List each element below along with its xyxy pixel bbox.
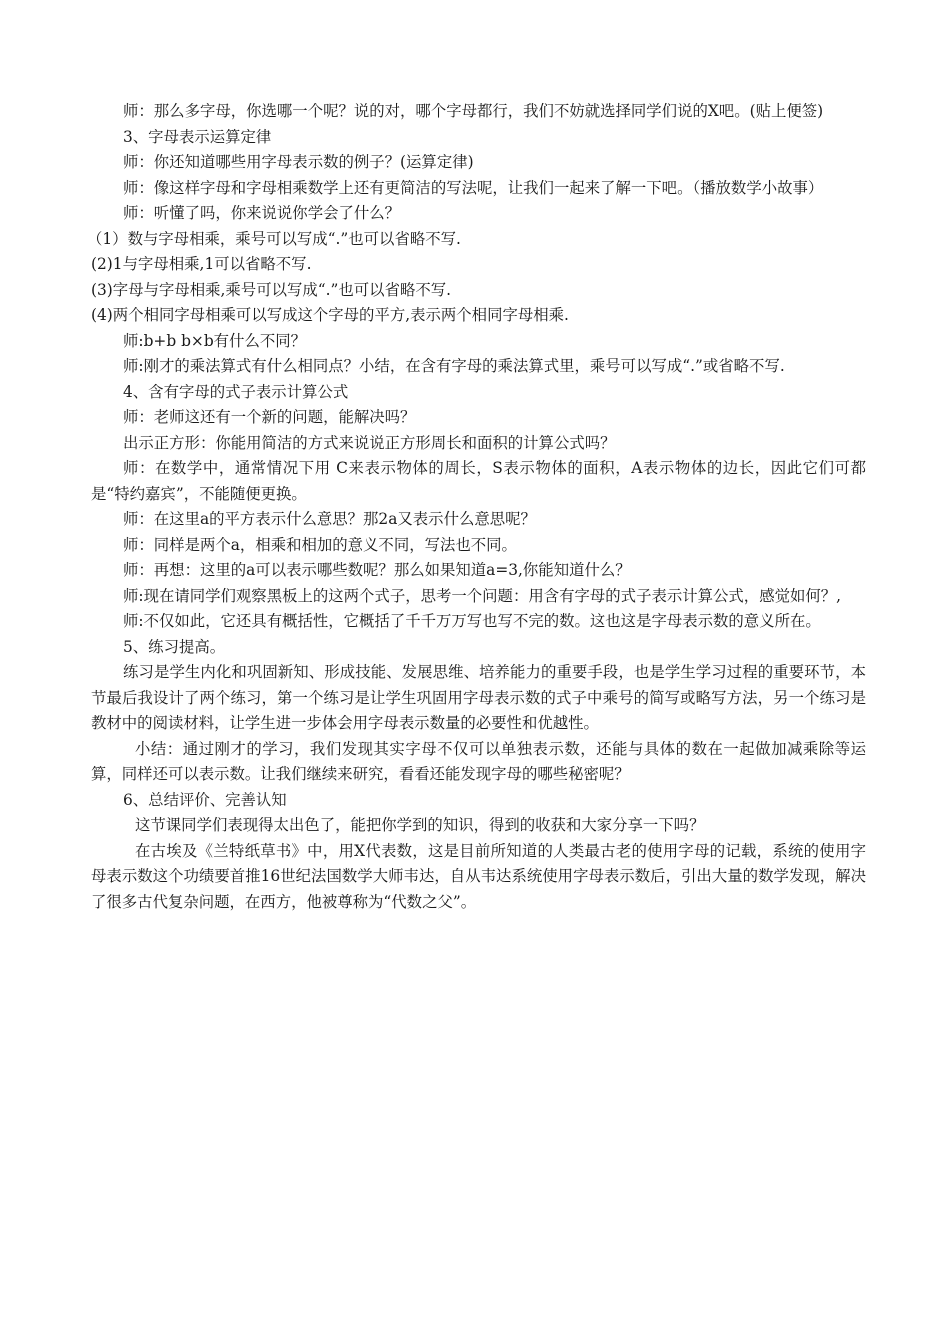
rule-item-2: (2)1与字母相乘,1可以省略不写. <box>91 255 312 273</box>
paragraph-history-vieta: 在古埃及《兰特纸草书》中，用X代表数，这是目前所知道的人类最古老的使用字母的记载，系统的使用字母表示数这个功绩要首推16世纪法国数学大师韦达，自从韦达系统使用字母表示数后，引出大量的数学发现，解决了很多古代复杂问题，在西方，他被尊称为“代数之父”。 <box>91 841 866 911</box>
heading-practice: 5、练习提高。 <box>123 637 226 656</box>
paragraph-teacher-simpler-notation: 师：像这样字母和字母相乘数学上还有更简洁的写法呢，让我们一起来了解一下吧。（播放数学小故事） <box>123 178 824 197</box>
paragraph-summary-multiplication: 师:刚才的乘法算式有什么相同点？小结，在含有字母的乘法算式里，乘号可以写成“.”或省略不写. <box>123 357 785 375</box>
paragraph-practice-description: 练习是学生内化和巩固新知、形成技能、发展思维、培养能力的重要手段，也是学生学习过程的重要环节，本节最后我设计了两个练习，第一个练习是让学生巩固用字母表示数的式子中乘号的简写或略写方法，另一个练习是教材中的阅读材料，让学生进一步体会用字母表示数量的必要性和优越性。 <box>91 663 866 732</box>
document-body <box>87 99 866 915</box>
paragraph-a-equals-3: 师：再想：这里的a可以表示哪些数呢？那么如果知道a=3,你能知道什么？ <box>123 561 631 579</box>
paragraph-observe-blackboard: 师:现在请同学们观察黑板上的这两个式子，思考一个问题：用含有字母的式子表示计算公式，感觉如何？, <box>123 586 842 605</box>
paragraph-teacher-choose-letter: 师：那么多字母，你选哪一个呢？说的对，哪个字母都行，我们不妨就选择同学们说的X吧。(贴上便签) <box>123 102 824 120</box>
paragraph-b-plus-b: 师:b+b b×b有什么不同？ <box>123 331 307 350</box>
paragraph-show-square: 出示正方形：你能用简洁的方式来说说正方形周长和面积的计算公式吗？ <box>123 433 616 452</box>
heading-formulas: 4、含有字母的式子表示计算公式 <box>123 382 349 401</box>
paragraph-two-a: 师：同样是两个a，相乘和相加的意义不同，写法也不同。 <box>123 535 517 554</box>
rule-item-1: （1）数与字母相乘，乘号可以写成“.”也可以省略不写. <box>87 229 461 248</box>
paragraph-c-s-a: 师：在数学中，通常情况下用 C来表示物体的周长，S表示物体的面积，A表示物体的边长，因此它们可都是“特约嘉宾”，不能随便更换。 <box>91 459 866 503</box>
heading-operation-laws: 3、字母表示运算定律 <box>123 127 272 146</box>
paragraph-a-squared: 师：在这里a的平方表示什么意思？那2a又表示什么意思呢？ <box>123 510 536 528</box>
paragraph-share: 这节课同学们表现得太出色了，能把你学到的知识，得到的收获和大家分享一下吗？ <box>135 816 705 834</box>
heading-conclusion: 6、总结评价、完善认知 <box>123 790 287 809</box>
paragraph-summary-letters: 小结：通过刚才的学习，我们发现其实字母不仅可以单独表示数，还能与具体的数在一起做加减乘除等运算，同样还可以表示数。让我们继续来研究，看看还能发现字母的哪些秘密呢？ <box>91 739 866 783</box>
paragraph-new-problem: 师：老师这还有一个新的问题，能解决吗？ <box>123 408 416 426</box>
paragraph-generality: 师:不仅如此，它还具有概括性，它概括了千千万万写也写不完的数。这也这是字母表示数的意义所在。 <box>123 612 821 630</box>
paragraph-teacher-what-learned: 师：听懂了吗，你来说说你学会了什么？ <box>123 204 401 222</box>
rule-item-4: (4)两个相同字母相乘可以写成这个字母的平方,表示两个相同字母相乘. <box>91 306 569 324</box>
rule-item-3: (3)字母与字母相乘,乘号可以写成“.”也可以省略不写. <box>91 280 452 299</box>
paragraph-teacher-examples: 师：你还知道哪些用字母表示数的例子？(运算定律) <box>123 153 474 171</box>
